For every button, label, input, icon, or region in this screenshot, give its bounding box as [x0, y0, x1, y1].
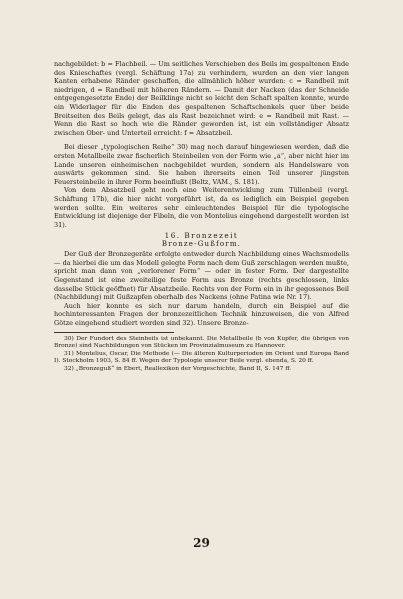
paragraph-4: Der Guß der Bronzegeräte erfolgte entweder durch Nachbildung eines Wachsmodells — da hierbei die um das Modell gelegte Form nach dem Guß zerschlagen werden mußte, spricht man dann von „verlorener Form“ — oder in fester Form. Der dargestellte Gegenstand ist eine zweiteilige feste Form aus Bronze (rechts geschlossen, links dasselbe Stück geöffnet) für Absatzbeile. Rechts von der Form ein in ihr gegossenes Beil (Nachbildung) mit Gußzapfen oberhalb des Nackens (ohne Patina wie Nr. 17).	[54, 250, 349, 302]
section-heading: 16. Bronzezeit	[164, 231, 239, 241]
footnote-30: 30) Der Fundort des Steinbeils ist unbekannt. Die Metallbeile (b von Kupfer, die übrigen von Bronze) sind Nachbildungen von Stücken im Provinzialmuseum zu Hannover.	[54, 335, 349, 350]
footnote-31: 31) Montelius, Oscar, Die Methode (— Die älteren Kulturperioden im Orient und Europa Band I). Stockholm 1903, S. 84 ff. Wegen der Typologie unserer Beile vergl. ebenda, S. 20 ff.	[54, 350, 349, 365]
footnote-divider	[54, 332, 174, 333]
paragraph-2: Bei dieser „typologischen Reihe“ 30) mag noch darauf hingewiesen werden, daß die ersten Metallbeile zwar fischerlich Steinbeilen von der Form wie „a“, aber nicht hier im Lande unseren einheimischen nachgebildet wurden, sondern als Handelsware von auswärts gekommen sind. Sie haben ihrerseits einen Teil unserer jüngsten Feuersteinbeile in ihrer Form beeinflußt (Beltz, VAM., S. 181).	[54, 143, 349, 186]
footnote-32: 32) „Bronzeguß“ in Ebert, Reallexikon der Vorgeschichte, Band II, S. 147 ff.	[64, 366, 292, 372]
section-subtitle: Bronze-Gußform.	[161, 240, 242, 249]
paragraph-3: Von dem Absatzbeil geht noch eine Weiterentwicklung zum Tüllenbeil (vergl. Schäftung 17b), die hier nicht vorgeführt ist, da es lediglich ein Beispiel gegeben werden sollte. Ein weiteres sehr einleuchtendes Beispiel für die typologische Entwicklung ist diejenige der Fibeln, die von Montelius eingehend dargestellt worden ist 31).	[54, 186, 349, 229]
body-text	[54, 60, 349, 328]
paragraph-5: Auch hier konnte es sich nur darum handeln, durch ein Beispiel auf die hochinteressanten Fragen der bronzezeitlichen Technik hinzuweisen, die von Alfred Götze eingehend studiert worden sind 32). Unsere Bronze-	[54, 301, 349, 328]
footnotes	[54, 336, 349, 374]
paragraph-1: nachgebildet: b = Flachbeil. — Um seitliches Verschieben des Beils im gespaltenen Ende des Knieschaftes (vergl. Schäftung 17a) zu verhindern, wurden an den vier langen Kanten erhabene Ränder geschaffen, die allmählich höher wurden: c = Randbeil mit niedrigen, d = Randbeil mit höheren Rändern. — Damit der Nacken (das der Schneide entgegengesetzte Ende) der Beilklinge nicht so leicht den Schaft spalten konnte, wurde ein Widerlager für die Enden des gespaltenen Schaftschenkels quer über beide Breitseiten des Beils gelegt, das als Rast bezeichnet wird: e = Randbeil mit Rast. — Wenn die Rast so hoch wie die Ränder geworden ist, ist ein vollständiger Absatz zwischen Ober- und Unterteil erreicht: f = Absatzbeil.	[54, 60, 349, 137]
page-number: 29	[193, 536, 210, 550]
